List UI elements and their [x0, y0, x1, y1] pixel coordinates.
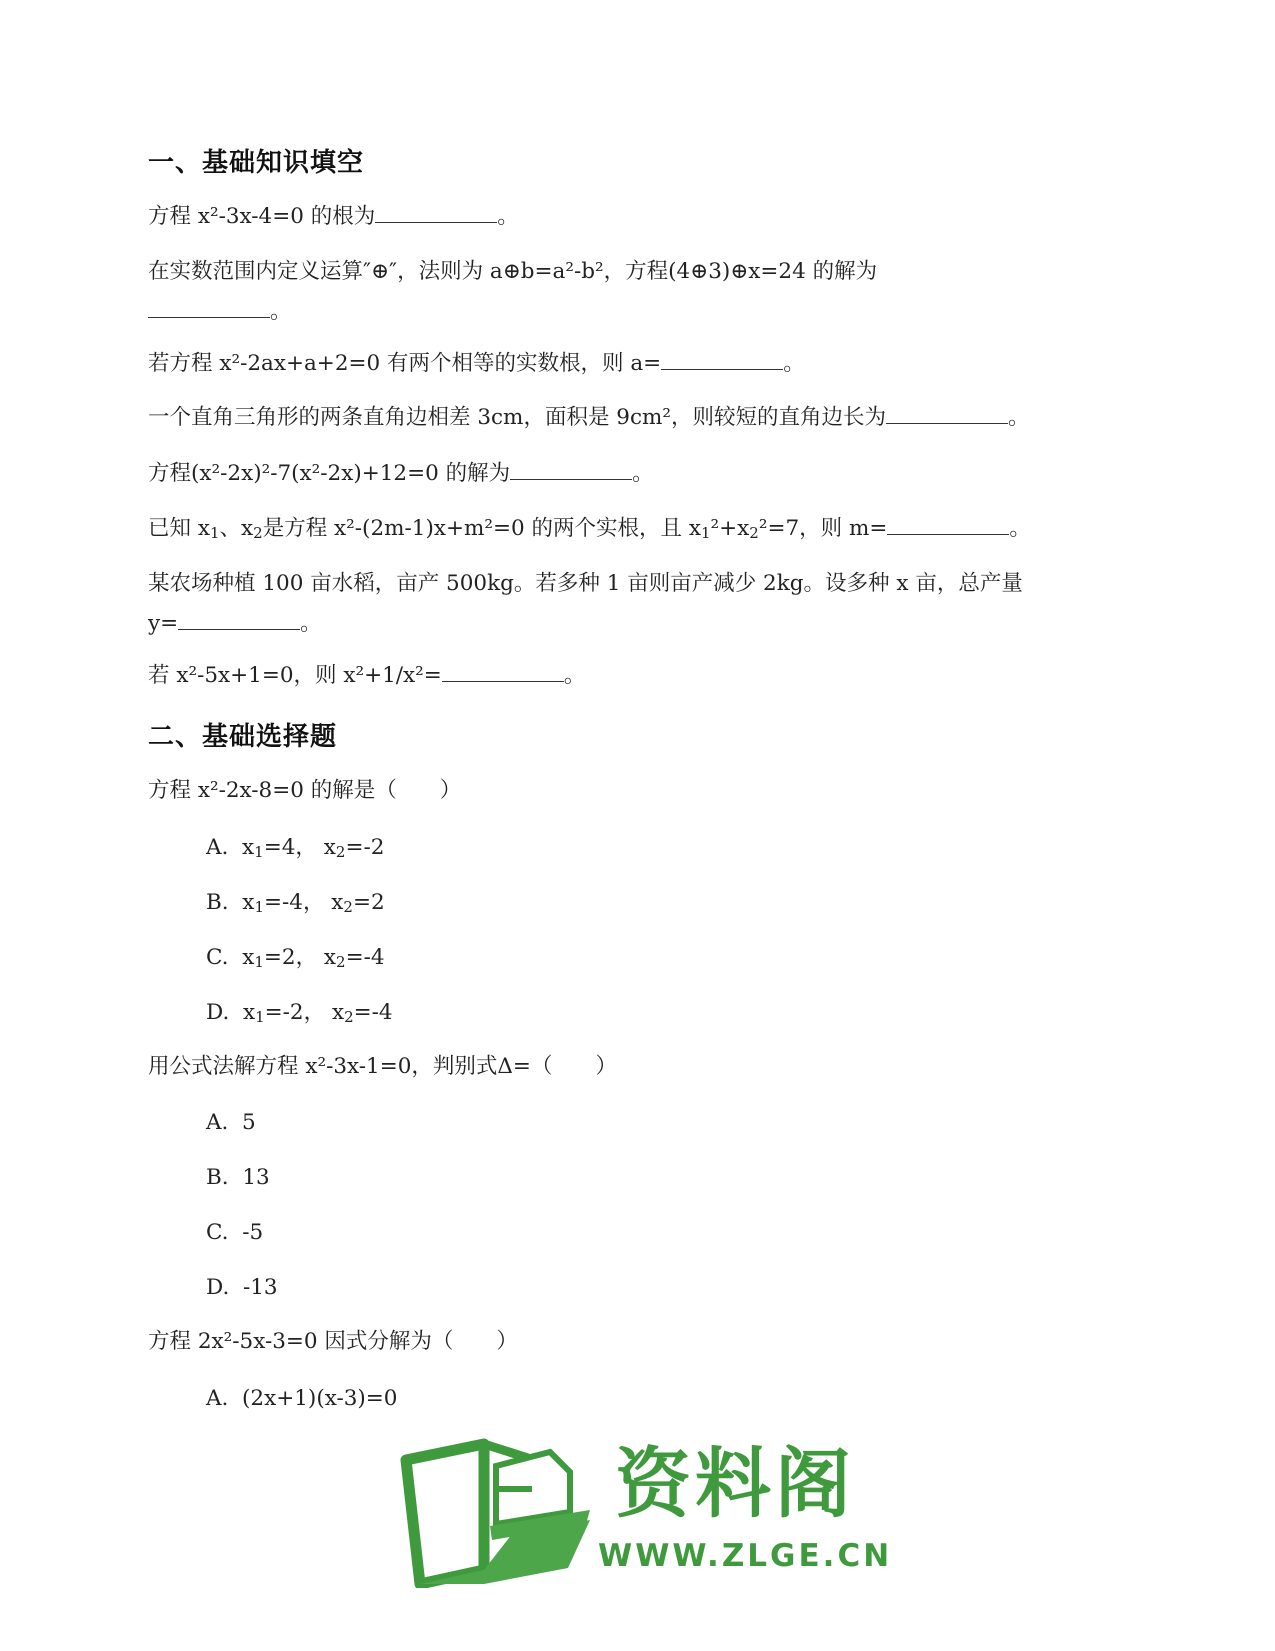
question-7-text: 某农场种植 100 亩水稻，亩产 500kg。若多种 1 亩则亩产减少 2kg。设多种 x 亩，总产量: [148, 571, 1023, 596]
question-2-text: 在实数范围内定义运算″⊕″，法则为 a⊕b=a²-b²，方程(4⊕3)⊕x=24 的解为: [148, 259, 878, 284]
option-text: 5: [242, 1110, 256, 1135]
question-5-end: 。: [632, 461, 654, 486]
question-4-end: 。: [1008, 405, 1030, 430]
answer-blank: [375, 202, 497, 223]
choice-question-1: 方程 x²-2x-8=0 的解是（ ）: [148, 778, 462, 803]
option-label: A.: [206, 1386, 229, 1411]
question-3-text: 若方程 x²-2ax+a+2=0 有两个相等的实数根，则 a=: [148, 351, 662, 376]
answer-blank: [510, 459, 632, 480]
subscript: 1: [700, 524, 711, 542]
question-6-end: 。: [1009, 516, 1031, 541]
option-a: [206, 1108, 256, 1138]
question-8-text: 若 x²-5x+1=0，则 x²+1/x²=: [148, 663, 442, 688]
question-6-text: 是方程 x²-(2m-1)x+m²=0 的两个实根，且 x: [262, 516, 701, 541]
question-3-end: 。: [783, 351, 805, 376]
subscript: 2: [253, 524, 263, 542]
option-text: =-2，: [264, 1000, 326, 1025]
question-6: [148, 509, 1128, 553]
watermark-logo: [400, 1438, 893, 1588]
watermark-cn-text: 资料阁: [615, 1439, 855, 1528]
question-4-text: 一个直角三角形的两条直角边相差 3cm，面积是 9cm²，则较短的直角边长为: [148, 405, 887, 430]
option-c: [206, 1218, 263, 1248]
option-text: =-4，: [263, 890, 325, 915]
question-6-text: 已知: [148, 516, 198, 541]
question-5-text: 方程(x²-2x)²-7(x²-2x)+12=0 的解为: [148, 461, 511, 486]
option-text: (2x+1)(x-3)=0: [242, 1386, 398, 1411]
subscript: 1: [209, 524, 220, 542]
question-1-end: 。: [497, 204, 519, 229]
question-7: [148, 564, 1128, 644]
answer-blank: [886, 403, 1008, 424]
question-7-text: y=: [148, 611, 179, 636]
question-1-text: 方程 x²-3x-4=0 的根为: [148, 204, 376, 229]
option-label: D.: [206, 1275, 230, 1300]
option-d: [206, 1273, 278, 1303]
watermark-url-text: WWW.ZLGE.CN: [598, 1538, 893, 1574]
question-8: [148, 656, 1128, 696]
option-text: =2，: [263, 945, 318, 970]
section-1-heading: 一、基础知识填空: [148, 148, 365, 178]
option-label: A.: [206, 1110, 229, 1135]
option-d: D. $x_1=-2$， $x_2=-4$: [206, 1000, 393, 1026]
question-5: [148, 454, 1128, 494]
option-a: A. $x_1=4$， $x_2=-2$: [206, 835, 385, 861]
question-3: [148, 344, 1128, 384]
option-text: =-4: [353, 1000, 393, 1025]
option-b: B. $x_1=-4$， $x_2=2$: [206, 890, 385, 916]
question-8-end: 。: [563, 663, 586, 688]
option-text: -13: [242, 1275, 278, 1300]
question-6-text: 、x: [219, 516, 254, 541]
answer-blank: [661, 349, 783, 370]
option-label: A.: [206, 835, 229, 860]
option-label: D.: [206, 1000, 230, 1025]
option-label: B.: [206, 890, 229, 915]
choice-question-2: 用公式法解方程 x²-3x-1=0，判别式Δ=（ ）: [148, 1054, 617, 1079]
choice-question-3: 方程 2x²-5x-3=0 因式分解为（ ）: [148, 1329, 518, 1354]
question-7-end: 。: [300, 611, 322, 636]
answer-blank: [178, 609, 300, 630]
option-text: =4，: [263, 835, 317, 860]
question-2-end: 。: [270, 299, 292, 324]
answer-blank: [442, 661, 564, 682]
answer-blank: [887, 514, 1009, 535]
option-label: C.: [206, 945, 229, 970]
option-text: =-2: [345, 835, 385, 860]
question-1: [148, 197, 1128, 237]
option-text: =-4: [345, 945, 385, 970]
question-2: [148, 252, 1128, 332]
option-text: =2: [352, 890, 385, 915]
question-6-text: x: [197, 516, 210, 541]
option-label: C.: [206, 1220, 229, 1245]
option-a: [206, 1384, 397, 1414]
section-2-heading: 二、基础选择题: [148, 722, 338, 752]
option-text: -5: [242, 1220, 264, 1245]
book-icon: [400, 1438, 600, 1588]
answer-blank: [148, 297, 270, 318]
question-4: [148, 398, 1128, 438]
question-6-text: ²+x: [710, 516, 750, 541]
option-label: B.: [206, 1165, 229, 1190]
option-b: [206, 1163, 270, 1193]
subscript: 2: [749, 524, 759, 542]
option-c: C. $x_1=2$， $x_2=-4$: [206, 945, 385, 971]
question-6-text: ²=7，则 m=: [758, 516, 888, 541]
option-text: 13: [242, 1165, 270, 1190]
